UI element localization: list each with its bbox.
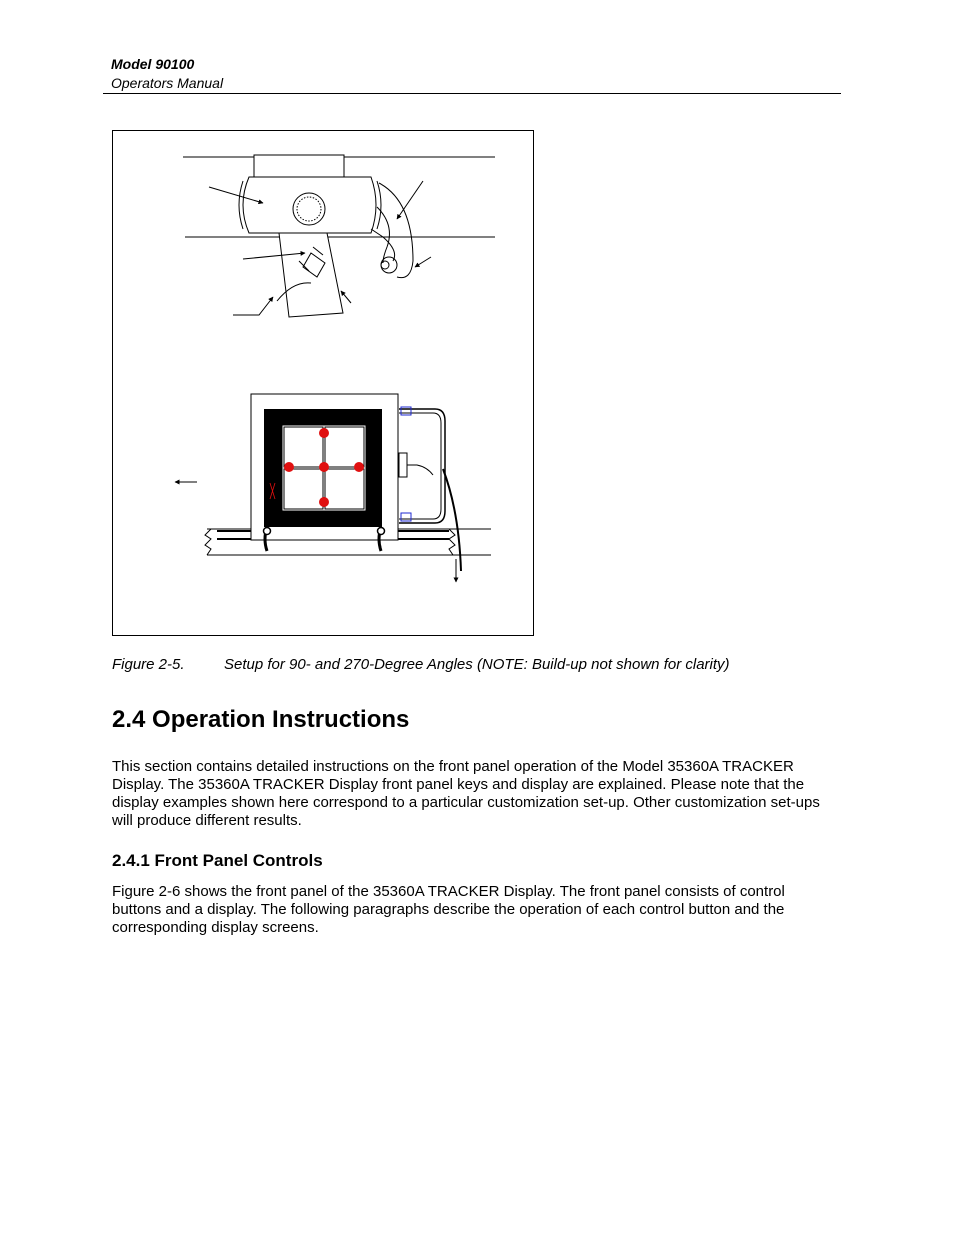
figure-number: Figure 2-5. <box>112 656 185 673</box>
clip-accent-bottom <box>401 513 411 521</box>
lower-setup-drawing <box>175 394 491 582</box>
connector-lead <box>407 465 433 475</box>
section-paragraph: This section contains detailed instructions on the front panel operation of the Model 35360A TRACKER Display. The 35360A TRACKER Display front panel keys and display are explained. Please note that the display examples shown here correspond to a particular customization set-up. Other customization set-ups will produce different results. <box>112 758 820 829</box>
leader-cable <box>233 297 273 315</box>
bracket-knob-center <box>381 261 389 269</box>
figure-caption-text: Setup for 90- and 270-Degree Angles (NOTE: Build-up not shown for clarity) <box>224 656 730 673</box>
cable-connector <box>399 453 407 477</box>
target-dot-right <box>354 462 364 472</box>
figure-2-5 <box>112 130 534 636</box>
header-rule <box>103 93 841 94</box>
rail-break-left <box>205 529 211 555</box>
target-dot-left <box>284 462 294 472</box>
target-dot-top <box>319 428 329 438</box>
foot-bolt-right <box>378 528 385 535</box>
bracket-arm-mid <box>371 229 395 261</box>
upper-setup-drawing <box>183 155 495 317</box>
target-dot-center <box>319 462 329 472</box>
bracket-arm-inner <box>377 207 389 263</box>
header-model: Model 90100 <box>111 56 195 72</box>
foot-bolt-left <box>264 528 271 535</box>
target-dot-bottom <box>319 497 329 507</box>
bracket-arm-outer <box>379 183 413 278</box>
rail-break-right <box>449 529 455 555</box>
housing-edge-right <box>377 181 381 229</box>
subsection-paragraph: Figure 2-6 shows the front panel of the 35360A TRACKER Display. The front panel consists of control buttons and a display. The following paragraphs describe the operation of each control button and the corresponding display screens. <box>112 883 785 936</box>
leader-bracket <box>397 181 423 219</box>
header-document-title: Operators Manual <box>111 75 224 91</box>
subsection-heading: 2.4.1 Front Panel Controls <box>112 851 323 870</box>
housing-edge-left <box>239 181 243 229</box>
hanging-plate <box>279 233 343 317</box>
mount-block <box>254 155 344 177</box>
figure-caption <box>112 656 730 673</box>
figure-drawing <box>113 131 533 635</box>
clip-accent-top <box>401 407 411 415</box>
section-heading: 2.4 Operation Instructions <box>112 706 410 733</box>
leader-plate <box>341 291 351 303</box>
leader-knob <box>415 257 431 267</box>
